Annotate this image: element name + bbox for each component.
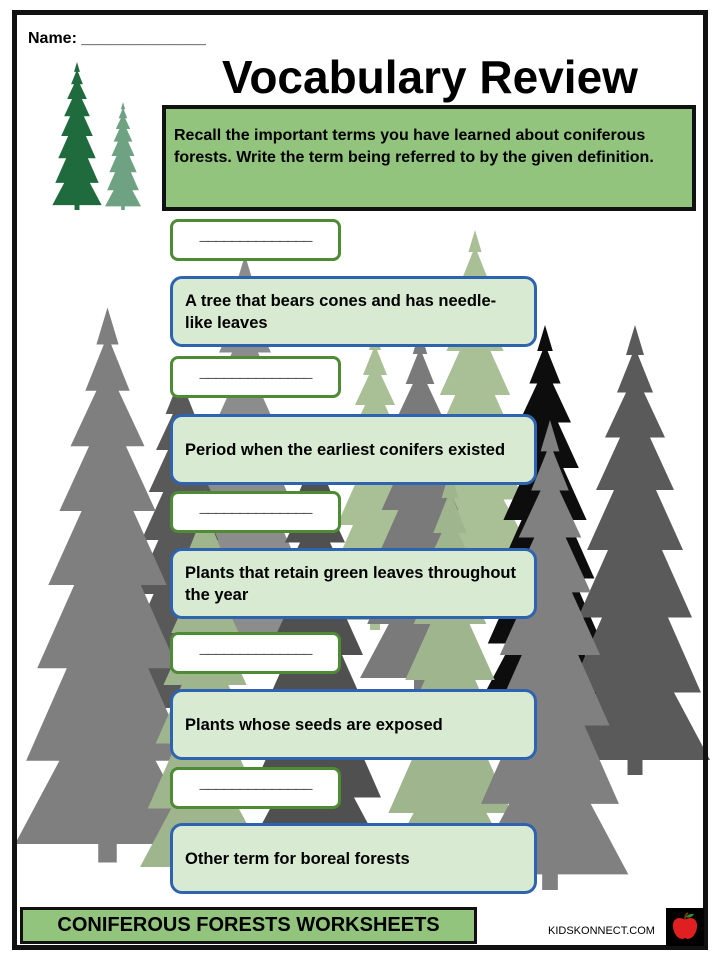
answer-field-4[interactable]: ______________ [170,632,341,674]
answer-field-1[interactable]: ______________ [170,219,341,261]
apple-icon [666,908,704,946]
answer-field-5[interactable]: ______________ [170,767,341,809]
answer-field-3[interactable]: ______________ [170,491,341,533]
conifer-trees-icon [34,62,156,212]
definition-3: Plants that retain green leaves throughout the year [170,548,537,619]
footer-site-link[interactable]: KIDSKONNECT.COM [548,925,655,937]
apple-logo-badge [666,908,704,946]
answer-field-2[interactable]: ______________ [170,356,341,398]
page-title: Vocabulary Review [222,51,638,103]
footer-banner: CONIFEROUS FORESTS WORKSHEETS [20,907,477,944]
name-field-label[interactable]: Name: ______________ [28,30,206,47]
definition-4: Plants whose seeds are exposed [170,689,537,760]
definition-1: A tree that bears cones and has needle-like leaves [170,276,537,347]
instructions-box: Recall the important terms you have learned about coniferous forests. Write the term being referred to by the given definition. [162,105,696,211]
definition-2: Period when the earliest conifers existed [170,414,537,485]
definition-5: Other term for boreal forests [170,823,537,894]
